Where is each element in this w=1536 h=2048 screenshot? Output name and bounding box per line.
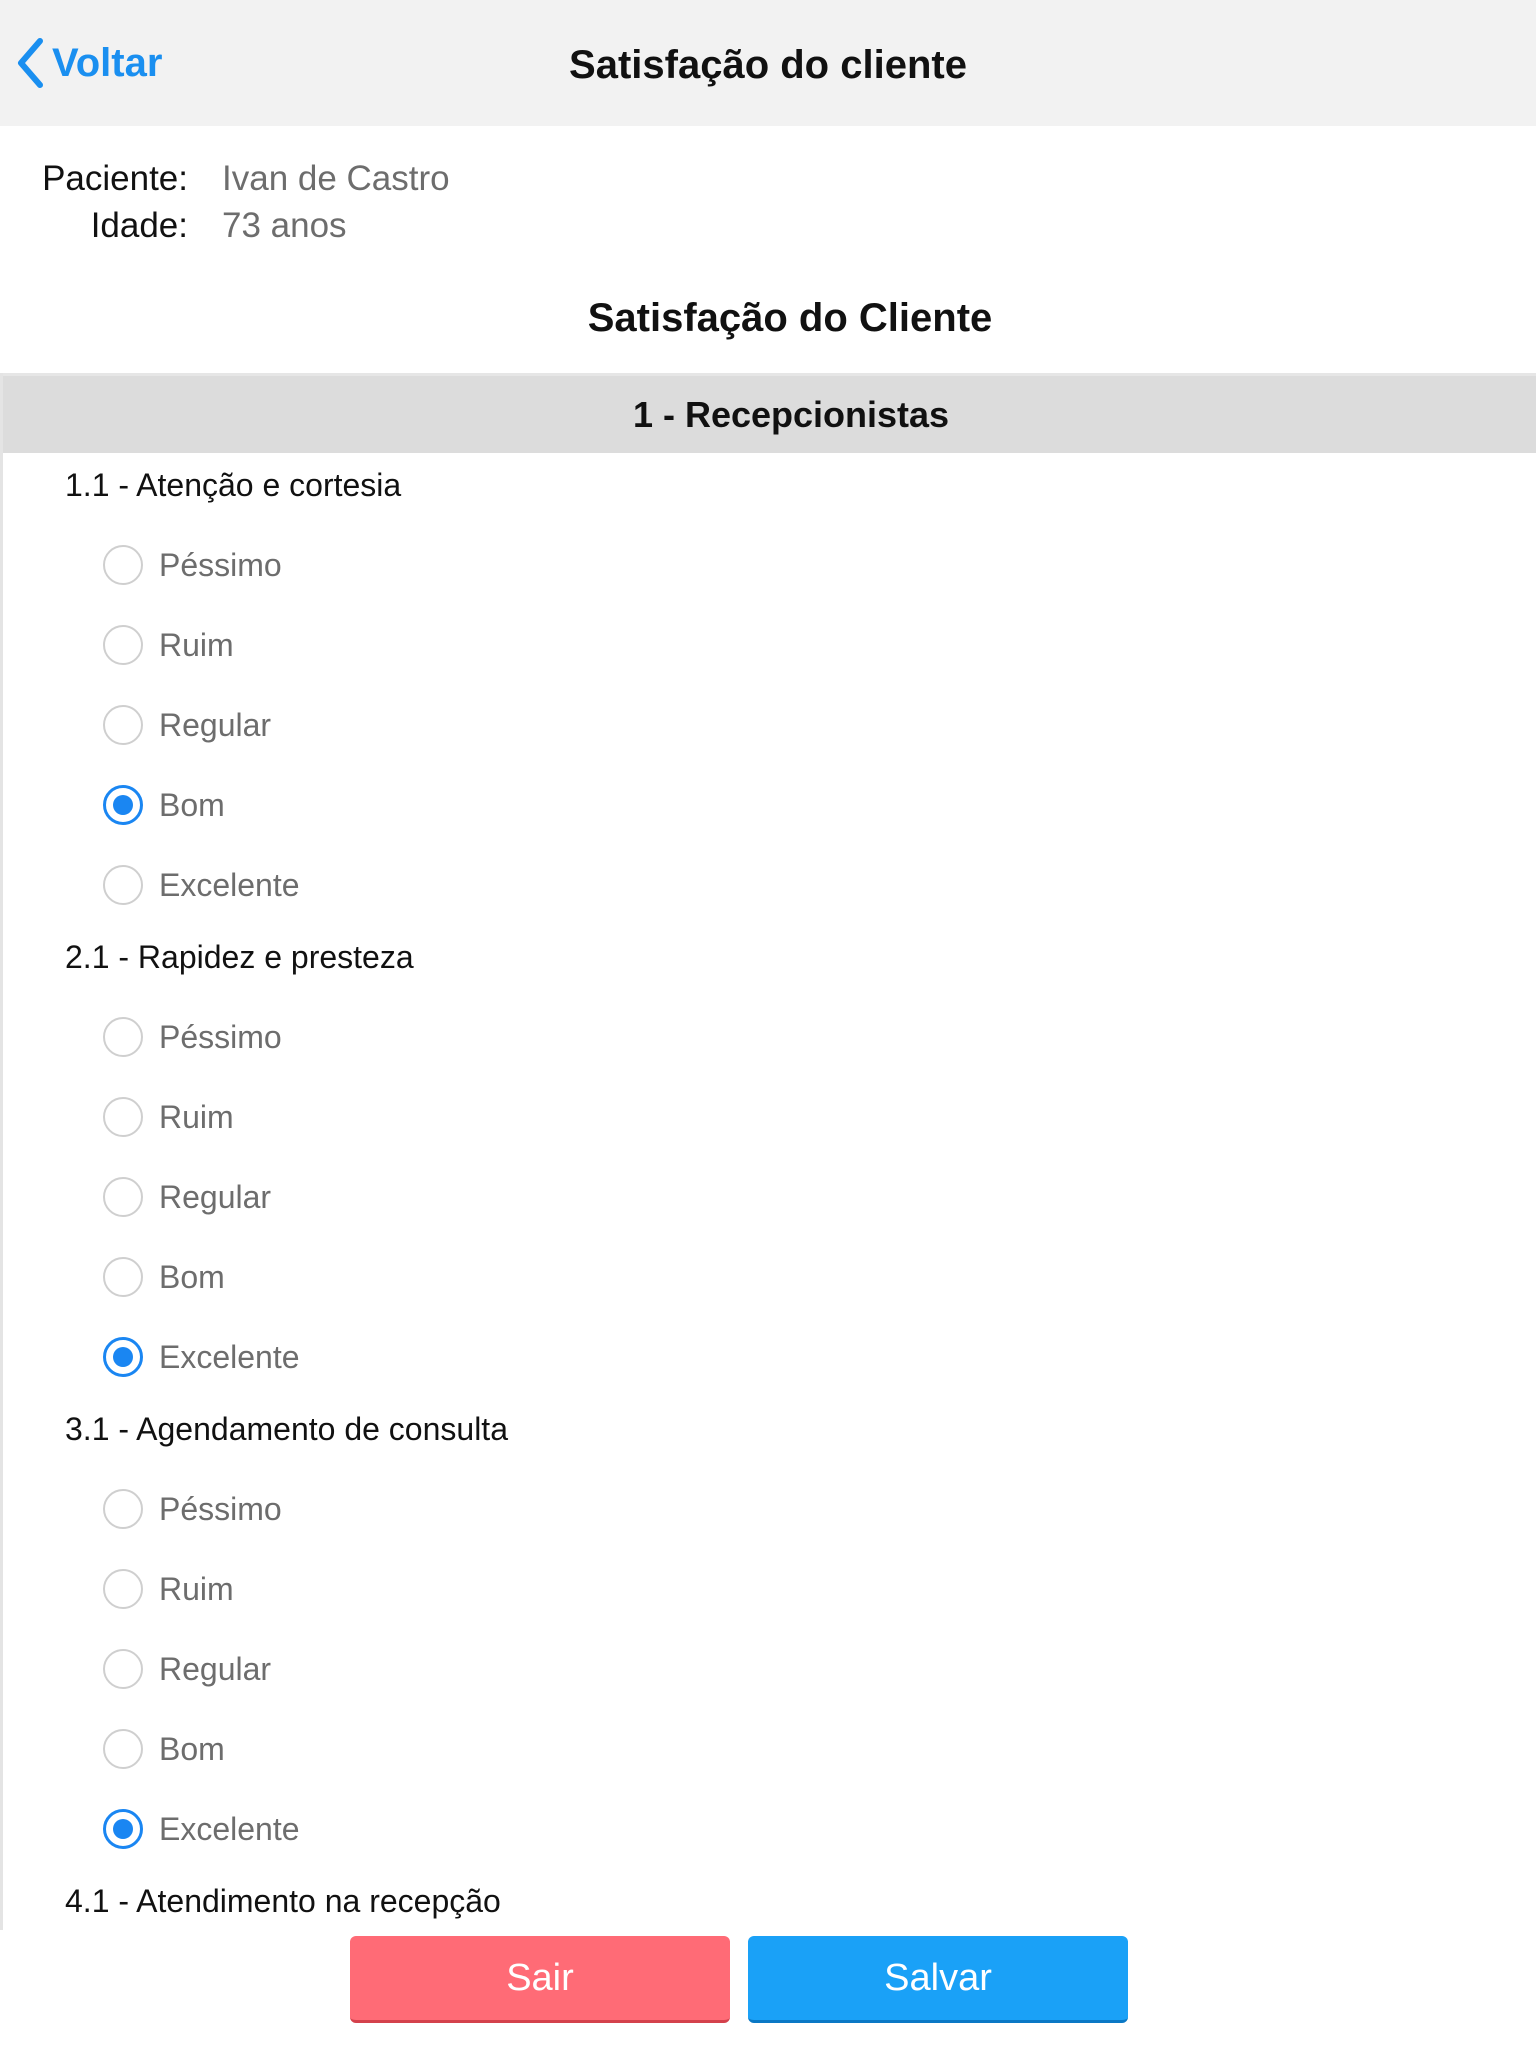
footer-toolbar	[0, 1930, 1536, 2048]
radio-option[interactable]	[3, 997, 1536, 1077]
radio-option-label: Regular	[159, 1178, 272, 1215]
question-label: 2.1 - Rapidez e presteza	[65, 939, 414, 975]
radio-unchecked-icon[interactable]	[103, 1017, 143, 1057]
radio-option-label: Regular	[159, 1650, 272, 1687]
radio-option[interactable]	[3, 1157, 1536, 1237]
radio-option[interactable]	[3, 605, 1536, 685]
question-group	[3, 445, 1536, 925]
radio-option-label: Bom	[159, 786, 225, 823]
radio-option-label: Regular	[159, 706, 272, 743]
radio-unchecked-icon[interactable]	[103, 1489, 143, 1529]
radio-option-label: Péssimo	[159, 546, 282, 583]
radio-option-label: Excelente	[159, 1810, 300, 1847]
radio-checked-icon[interactable]	[103, 1337, 143, 1377]
page-title: Satisfação do cliente	[569, 43, 967, 87]
question-list	[3, 453, 1536, 1930]
patient-name-row	[0, 155, 600, 202]
radio-option[interactable]	[3, 1077, 1536, 1157]
patient-age-label: Idade:	[90, 205, 188, 245]
radio-unchecked-icon[interactable]	[103, 1729, 143, 1769]
radio-option[interactable]	[3, 1789, 1536, 1869]
radio-checked-icon[interactable]	[103, 1809, 143, 1849]
question-label: 1.1 - Atenção e cortesia	[65, 467, 402, 503]
radio-option[interactable]	[3, 1469, 1536, 1549]
radio-option[interactable]	[3, 1237, 1536, 1317]
section-header: 1 - Recepcionistas	[3, 376, 1536, 453]
radio-unchecked-icon[interactable]	[103, 705, 143, 745]
radio-option[interactable]	[3, 1709, 1536, 1789]
radio-option-label: Excelente	[159, 866, 300, 903]
radio-option[interactable]	[3, 1317, 1536, 1397]
radio-option[interactable]	[3, 685, 1536, 765]
patient-name-label: Paciente:	[42, 158, 188, 198]
radio-option-label: Péssimo	[159, 1490, 282, 1527]
question-label: 4.1 - Atendimento na recepção	[65, 1883, 501, 1919]
patient-age-row	[0, 202, 600, 249]
patient-age-value: 73 anos	[222, 205, 347, 245]
radio-unchecked-icon[interactable]	[103, 1177, 143, 1217]
radio-unchecked-icon[interactable]	[103, 545, 143, 585]
radio-option-label: Ruim	[159, 626, 234, 663]
radio-unchecked-icon[interactable]	[103, 1649, 143, 1689]
radio-unchecked-icon[interactable]	[103, 1569, 143, 1609]
back-button-label: Voltar	[52, 40, 163, 85]
question-group	[3, 1861, 1536, 1930]
question-group	[3, 917, 1536, 1397]
radio-option[interactable]	[3, 525, 1536, 605]
radio-option-label: Ruim	[159, 1570, 234, 1607]
radio-checked-icon[interactable]	[103, 785, 143, 825]
save-button[interactable]: Salvar	[748, 1936, 1128, 2023]
radio-option[interactable]	[3, 845, 1536, 925]
radio-option-label: Excelente	[159, 1338, 300, 1375]
question-label: 3.1 - Agendamento de consulta	[65, 1411, 508, 1447]
radio-option-label: Péssimo	[159, 1018, 282, 1055]
patient-info	[0, 155, 600, 249]
radio-option-label: Ruim	[159, 1098, 234, 1135]
radio-option-label: Bom	[159, 1730, 225, 1767]
radio-unchecked-icon[interactable]	[103, 625, 143, 665]
exit-button[interactable]: Sair	[350, 1936, 730, 2023]
navigation-bar	[0, 0, 1536, 126]
radio-option[interactable]	[3, 1549, 1536, 1629]
patient-name-value: Ivan de Castro	[222, 158, 450, 198]
radio-option[interactable]	[3, 1629, 1536, 1709]
radio-option[interactable]	[3, 765, 1536, 845]
radio-unchecked-icon[interactable]	[103, 865, 143, 905]
radio-unchecked-icon[interactable]	[103, 1257, 143, 1297]
survey-scroll-area[interactable]	[0, 373, 1536, 1930]
radio-option-label: Bom	[159, 1258, 225, 1295]
form-title: Satisfação do Cliente	[587, 296, 993, 340]
radio-unchecked-icon[interactable]	[103, 1097, 143, 1137]
question-group	[3, 1389, 1536, 1869]
